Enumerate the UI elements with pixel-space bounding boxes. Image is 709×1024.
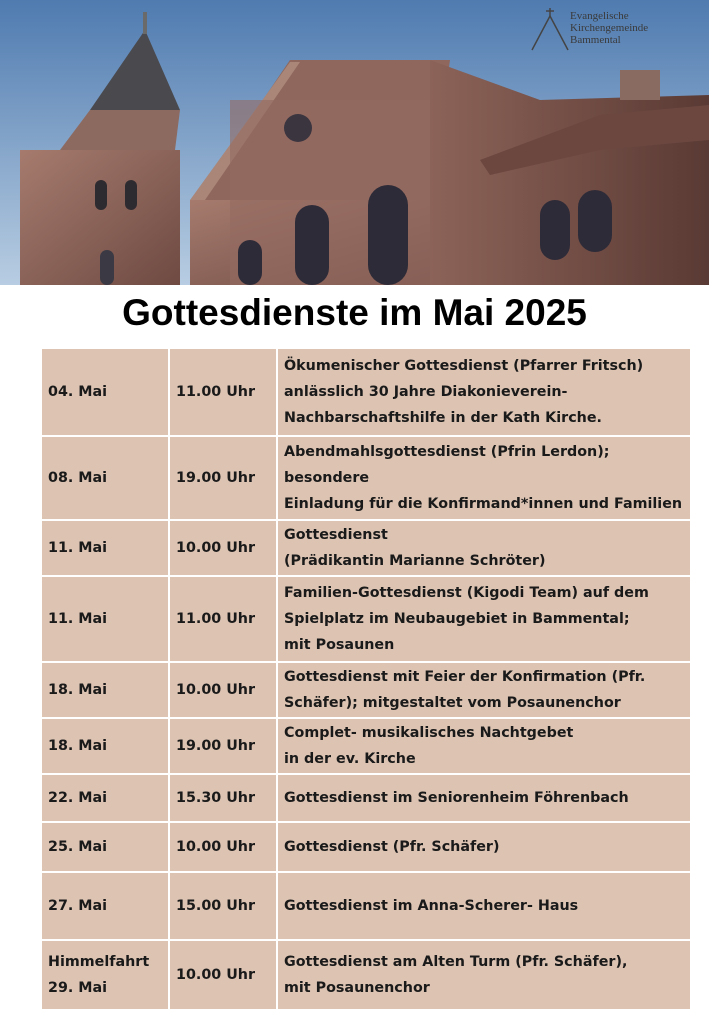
service-description-line: mit Posaunen: [284, 637, 395, 653]
service-description-line: Abendmahlsgottesdienst (Pfrin Lerdon); besondere: [284, 444, 610, 486]
service-description: [277, 436, 691, 520]
parish-logo-text: Evangelische Kirchengemeinde Bammental: [570, 10, 649, 46]
table-row: [41, 822, 691, 872]
service-time: 10.00 Uhr: [169, 940, 277, 1010]
service-description-line: in der ev. Kirche: [284, 751, 416, 767]
service-date-line: Himmelfahrt: [48, 954, 150, 970]
service-date: [41, 872, 169, 940]
service-description-line: mit Posaunenchor: [284, 980, 430, 996]
service-description-line: Gottesdienst am Alten Turm (Pfr. Schäfer),: [284, 954, 628, 970]
service-date: [41, 718, 169, 774]
service-description-line: Einladung für die Konfirmand*innen und Familien: [284, 496, 683, 512]
service-description: [277, 822, 691, 872]
service-time: 10.00 Uhr: [169, 520, 277, 576]
parish-logo: [530, 8, 700, 52]
service-date-line: 04. Mai: [48, 384, 108, 400]
service-date: [41, 822, 169, 872]
service-time: 10.00 Uhr: [169, 822, 277, 872]
service-description-line: Gottesdienst (Pfr. Schäfer): [284, 839, 500, 855]
service-time: 19.00 Uhr: [169, 718, 277, 774]
service-description: [277, 662, 691, 718]
service-time: 15.30 Uhr: [169, 774, 277, 822]
service-date-line: 18. Mai: [48, 738, 108, 754]
table-row: [41, 576, 691, 662]
service-date: [41, 774, 169, 822]
service-description: [277, 718, 691, 774]
table-row: [41, 348, 691, 436]
service-date-line: 08. Mai: [48, 470, 108, 486]
table-row: [41, 436, 691, 520]
service-date: [41, 940, 169, 1010]
service-description-line: Gottesdienst mit Feier der Konfirmation (Pfr.: [284, 669, 646, 685]
service-time: 11.00 Uhr: [169, 576, 277, 662]
service-date: [41, 436, 169, 520]
church-roof-icon: [530, 8, 570, 52]
table-row: [41, 774, 691, 822]
service-description: [277, 940, 691, 1010]
service-time: 15.00 Uhr: [169, 872, 277, 940]
service-description-line: Nachbarschaftshilfe in der Kath Kirche.: [284, 410, 602, 426]
service-description-line: Spielplatz im Neubaugebiet in Bammental;: [284, 611, 630, 627]
service-date-line: 18. Mai: [48, 682, 108, 698]
service-date-line: 29. Mai: [48, 980, 108, 996]
service-date-line: 11. Mai: [48, 540, 108, 556]
service-description: [277, 576, 691, 662]
service-description: [277, 872, 691, 940]
service-description-line: anlässlich 30 Jahre Diakonieverein-: [284, 384, 568, 400]
service-description-line: Familien-Gottesdienst (Kigodi Team) auf dem: [284, 585, 649, 601]
service-time: 19.00 Uhr: [169, 436, 277, 520]
service-date-line: 22. Mai: [48, 790, 108, 806]
service-description: [277, 348, 691, 436]
table-row: [41, 520, 691, 576]
service-description-line: (Prädikantin Marianne Schröter): [284, 553, 546, 569]
service-time: 10.00 Uhr: [169, 662, 277, 718]
service-schedule-table: [40, 347, 692, 1011]
service-description-line: Schäfer); mitgestaltet vom Posaunenchor: [284, 695, 621, 711]
service-date: [41, 576, 169, 662]
service-date-line: 11. Mai: [48, 611, 108, 627]
service-description: [277, 774, 691, 822]
service-date: [41, 520, 169, 576]
service-description-line: Ökumenischer Gottesdienst (Pfarrer Fritsch): [284, 358, 644, 374]
table-row: [41, 940, 691, 1010]
table-row: [41, 872, 691, 940]
service-date: [41, 662, 169, 718]
table-row: [41, 662, 691, 718]
service-date-line: 27. Mai: [48, 898, 108, 914]
table-row: [41, 718, 691, 774]
service-description-line: Complet- musikalisches Nachtgebet: [284, 725, 574, 741]
service-description-line: Gottesdienst im Seniorenheim Föhrenbach: [284, 790, 629, 806]
service-date: [41, 348, 169, 436]
page-title: Gottesdienste im Mai 2025: [122, 292, 587, 333]
church-photo: [0, 0, 709, 285]
service-time: 11.00 Uhr: [169, 348, 277, 436]
service-date-line: 25. Mai: [48, 839, 108, 855]
service-description-line: Gottesdienst: [284, 527, 388, 543]
service-description-line: Gottesdienst im Anna-Scherer- Haus: [284, 898, 579, 914]
service-description: [277, 520, 691, 576]
